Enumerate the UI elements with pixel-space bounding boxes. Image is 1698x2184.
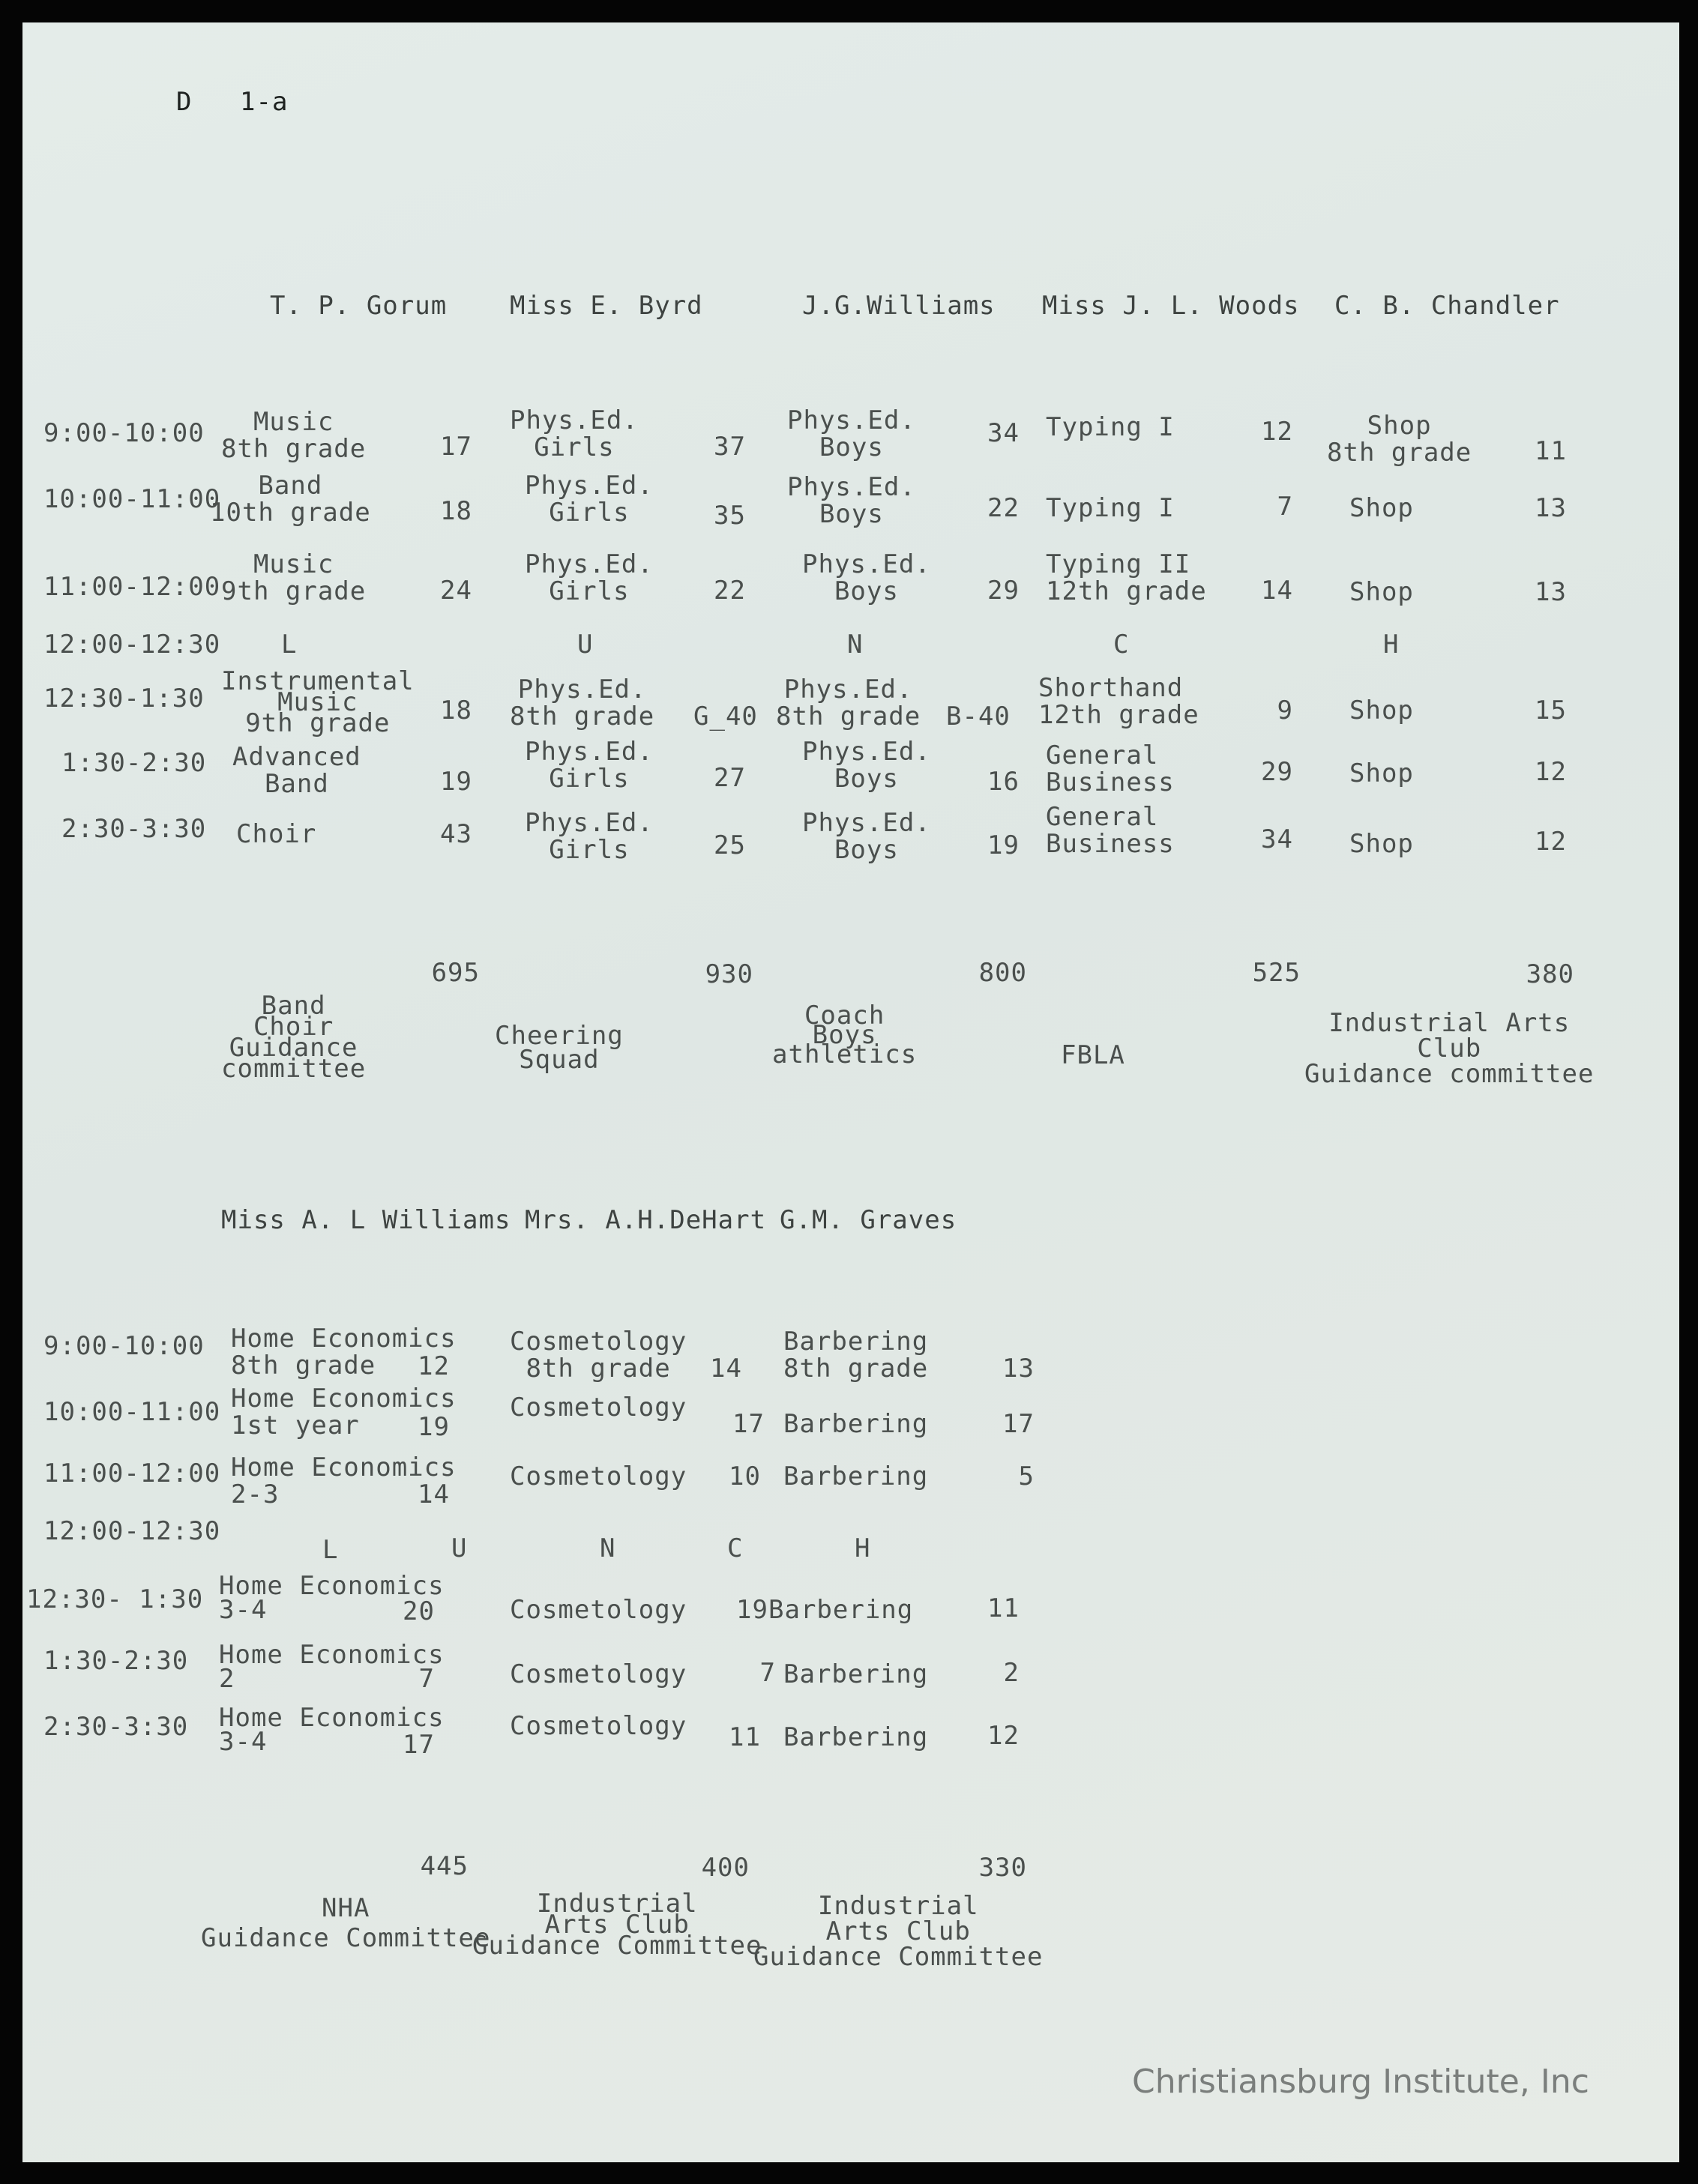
class-count: 11 [729,1722,761,1752]
teacher-header: Miss E. Byrd [510,291,703,321]
class-count: 17 [440,432,472,462]
time-slot: 12:30- 1:30 [26,1584,204,1614]
teacher-header: Mrs. A.H.DeHart [525,1205,767,1235]
class-name: Cosmetology [510,1393,687,1423]
document-page [22,22,1679,2162]
class-name: Phys.Ed. Girls [525,471,654,528]
class-count: 19 [440,767,472,797]
class-name: Shop [1349,758,1414,788]
time-slot: 12:30-1:30 [43,684,205,714]
class-count: 19 [736,1595,768,1625]
lunch-letter: L [281,630,298,660]
class-name: Shop [1349,493,1414,523]
class-count: 25 [714,830,746,860]
class-name: General Business [1046,802,1175,859]
class-count: G_40 [693,702,758,731]
class-name: Home Economics 2 [219,1640,445,1694]
time-slot: 9:00-10:00 [43,418,205,448]
teacher-header: J.G.Williams [802,291,996,321]
class-count: 29 [987,576,1020,606]
teacher-header: C. B. Chandler [1334,291,1560,321]
lunch-letter: N [600,1533,616,1563]
total-count: 525 [1252,958,1301,988]
class-name: Cosmetology [510,1711,687,1741]
time-slot: 2:30-3:30 [43,1712,189,1742]
class-name: Home Economics 1st year [231,1384,457,1441]
time-slot: 9:00-10:00 [43,1331,205,1361]
class-name: Barbering [783,1409,929,1439]
class-name: Shop [1349,577,1414,607]
activity-note: FBLA [1061,1040,1125,1070]
activity-note: Industrial Arts Club Guidance Committee [753,1891,1044,1972]
class-count: 9 [1277,696,1293,726]
total-count: 445 [420,1851,469,1881]
class-name: Barbering [783,1461,929,1491]
class-count: 24 [440,576,472,606]
class-name: Cosmetology [510,1659,687,1689]
total-count: 380 [1526,959,1574,989]
class-name: Shop [1349,696,1414,726]
class-name: Home Economics 3-4 [219,1571,445,1625]
time-slot: 1:30-2:30 [61,748,207,778]
class-count: 43 [440,819,472,849]
class-count: 11 [987,1593,1020,1623]
class-name: Home Economics 2-3 [231,1453,457,1509]
class-count: 14 [710,1354,742,1384]
teacher-header: Miss A. L Williams [221,1205,511,1235]
total-count: 800 [978,958,1027,988]
lunch-letter: N [847,630,864,660]
lunch-letter: C [1113,630,1130,660]
class-count: 22 [987,493,1020,523]
class-count: 17 [732,1409,765,1439]
class-count: 18 [440,696,472,726]
total-count: 695 [431,958,480,988]
class-name: Phys.Ed. Boys [802,737,931,794]
class-count: 34 [1261,824,1293,854]
activity-note: Band Choir Guidance committee [221,991,367,1084]
lunch-letter: L [322,1535,339,1565]
lunch-letter: U [451,1533,468,1563]
class-count: 10 [729,1461,761,1491]
time-slot: 10:00-11:00 [43,1397,221,1427]
lunch-letter: H [1383,630,1400,660]
class-name: Home Economics 3-4 [219,1703,445,1757]
lunch-letter: U [577,630,594,660]
class-count: 7 [418,1664,435,1694]
class-name: Barbering 8th grade [783,1327,929,1384]
class-name: Phys.Ed. 8th grade [510,675,655,731]
class-count: 19 [987,830,1020,860]
class-count: 14 [418,1479,450,1509]
class-count: 37 [714,432,746,462]
class-count: 20 [403,1596,435,1626]
time-slot: 12:00-12:30 [43,1516,221,1546]
time-slot: 2:30-3:30 [61,814,207,844]
class-count: 13 [1535,577,1567,607]
class-count: 15 [1535,696,1567,726]
activity-note: NHA Guidance Committee [201,1893,491,1953]
class-count: 35 [714,501,746,531]
class-name: Phys.Ed. Boys [802,549,931,606]
page-code: 1-a [240,87,289,117]
activity-note: Industrial Arts Club Guidance Committee [472,1889,762,1961]
class-name: Shorthand 12th grade [1038,673,1199,730]
class-name: Music 9th grade [221,549,367,606]
watermark-text: Christiansburg Institute, Inc [1132,2063,1589,2101]
class-count: 29 [1261,757,1293,787]
class-name: Choir [236,819,317,849]
class-count: 2 [1003,1658,1020,1688]
time-slot: 12:00-12:30 [43,630,221,660]
time-slot: 10:00-11:00 [43,484,221,514]
class-name: Barbering [768,1595,914,1625]
class-name: Phys.Ed. Girls [525,808,654,865]
lunch-letter: C [727,1533,744,1563]
class-name: Phys.Ed. Girls [525,549,654,606]
class-count: 11 [1535,436,1567,466]
total-count: 930 [705,959,753,989]
class-name: Cosmetology 8th grade [510,1327,687,1384]
time-slot: 11:00-12:00 [43,1458,221,1488]
class-count: 7 [1277,492,1293,522]
class-count: 13 [1535,493,1567,523]
class-count: 13 [1002,1354,1035,1384]
time-slot: 1:30-2:30 [43,1646,189,1676]
total-count: 400 [701,1853,750,1883]
class-name: Cosmetology [510,1461,687,1491]
class-name: Phys.Ed. Boys [787,472,916,529]
class-name: Typing I [1046,412,1175,442]
class-count: 14 [1261,576,1293,606]
class-count: 17 [1002,1409,1035,1439]
class-name: Phys.Ed. Boys [802,808,931,865]
class-count: 19 [418,1412,450,1442]
class-count: 18 [440,496,472,526]
class-name: Barbering [783,1659,929,1689]
class-count: 12 [418,1351,450,1381]
class-name: Barbering [783,1722,929,1752]
total-count: 330 [978,1853,1027,1883]
class-name: Phys.Ed. Boys [787,405,916,462]
lunch-letter: H [855,1533,871,1563]
class-name: Advanced Band [232,742,361,799]
class-name: Typing II 12th grade [1046,549,1207,606]
class-name: General Business [1046,740,1175,797]
teacher-header: G.M. Graves [780,1205,957,1235]
teacher-header: Miss J. L. Woods [1042,291,1300,321]
class-count: B-40 [946,702,1011,731]
class-name: Home Economics 8th grade [231,1324,457,1381]
class-count: 12 [1535,827,1567,857]
class-name: Shop 8th grade [1327,411,1472,468]
class-name: Phys.Ed. 8th grade [776,675,921,731]
class-count: 27 [714,763,746,793]
class-name: Shop [1349,829,1414,859]
class-count: 17 [403,1730,435,1760]
class-count: 12 [987,1721,1020,1751]
class-name: Phys.Ed. Girls [510,405,639,462]
class-name: Phys.Ed. Girls [525,737,654,794]
class-count: 12 [1535,757,1567,787]
activity-note: Industrial Arts Club Guidance committee [1304,1008,1595,1089]
time-slot: 11:00-12:00 [43,572,221,602]
class-name: Band 10th grade [210,471,371,528]
class-name: Cosmetology [510,1595,687,1625]
class-count: 7 [759,1658,776,1688]
class-name: Instrumental Music 9th grade [221,666,415,738]
class-name: Typing I [1046,493,1175,523]
class-count: 5 [1018,1461,1035,1491]
class-count: 22 [714,576,746,606]
class-count: 34 [987,418,1020,448]
class-count: 16 [987,767,1020,797]
activity-note: Coach Boys athletics [772,1001,918,1070]
class-count: 12 [1261,417,1293,447]
class-name: Music 8th grade [221,407,367,464]
teacher-header: T. P. Gorum [270,291,448,321]
page-letter: D [176,87,193,117]
activity-note: Cheering Squad [495,1021,624,1075]
